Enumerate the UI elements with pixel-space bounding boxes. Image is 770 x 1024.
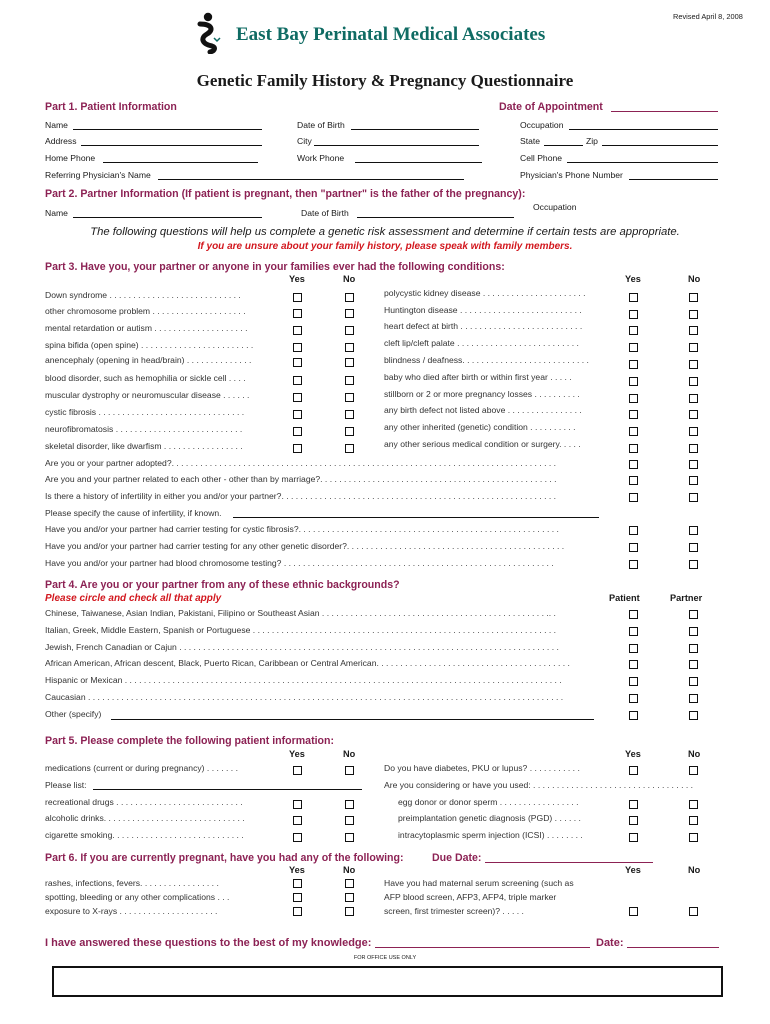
xray-yes-checkbox[interactable]	[293, 907, 302, 916]
ethnicity-label: Italian, Greek, Middle Eastern, Spanish or Portuguese . . . . . . . . . . . . . . . . . . . . . . . . . . . . . . . . . . . . . . . . . . . . . . . . . . . . . . . . . . . . . . . .	[45, 626, 557, 635]
condition-label-right: heart defect at birth . . . . . . . . . . . . . . . . . . . . . . . . . .	[384, 321, 583, 331]
history-yes-checkbox[interactable]	[629, 526, 638, 535]
office-use-box	[52, 966, 723, 997]
rashes-no-checkbox[interactable]	[345, 879, 354, 888]
patient-dob-field[interactable]	[351, 129, 479, 130]
condition-label-left: anencephaly (opening in head/brain) . . . . . . . . . . . . . .	[45, 355, 252, 365]
due-date-field[interactable]	[485, 862, 653, 863]
appointment-date-label: Date of Appointment	[499, 101, 603, 113]
condition-left-no-checkbox[interactable]	[345, 358, 354, 367]
condition-label-left: spina bifida (open spine) . . . . . . . . . . . . . . . . . . . . . . . .	[45, 340, 254, 350]
smoking-no-checkbox[interactable]	[345, 833, 354, 842]
intro-note: If you are unsure about your family history, please speak with family members.	[197, 241, 573, 252]
organization-logo	[196, 12, 222, 54]
diabetes-label: Do you have diabetes, PKU or lupus? . . . . . . . . . . .	[384, 763, 580, 773]
egg-donor-label: egg donor or donor sperm . . . . . . . . . . . . . . . . .	[398, 797, 579, 807]
history-yes-checkbox[interactable]	[629, 476, 638, 485]
alcohol-label: alcoholic drinks. . . . . . . . . . . . . . . . . . . . . . . . . . . . . .	[45, 813, 245, 823]
referring-physician-label: Referring Physician's Name	[45, 170, 151, 180]
ethnicity-partner-checkbox[interactable]	[689, 677, 698, 686]
history-yes-checkbox[interactable]	[629, 460, 638, 469]
ethnicity-partner-checkbox[interactable]	[689, 711, 698, 720]
rashes-yes-checkbox[interactable]	[293, 879, 302, 888]
condition-label-right: blindness / deafness. . . . . . . . . . . . . . . . . . . . . . . . . . .	[384, 355, 589, 365]
appointment-date-field[interactable]	[611, 111, 718, 112]
ethnicity-label: Jewish, French Canadian or Cajun . . . . . . . . . . . . . . . . . . . . . . . . . . . . . . . . . . . . . . . . . . . . . . . . . . . . . . . . . . . . . . . . . . . . . . . . . . . . . . . .	[45, 643, 559, 652]
rashes-label: rashes, infections, fevers. . . . . . . . . . . . . . . . .	[45, 878, 219, 888]
xray-no-checkbox[interactable]	[345, 907, 354, 916]
condition-left-no-checkbox[interactable]	[345, 376, 354, 385]
partner-dob-field[interactable]	[357, 217, 514, 218]
due-date-label: Due Date:	[432, 852, 482, 864]
condition-left-no-checkbox[interactable]	[345, 444, 354, 453]
ethnicity-patient-checkbox[interactable]	[629, 694, 638, 703]
part2-heading: Part 2. Partner Information (If patient is pregnant, then "partner" is the father of the pregnancy):	[45, 188, 526, 200]
physician-phone-field[interactable]	[629, 179, 718, 180]
ethnicity-partner-checkbox[interactable]	[689, 660, 698, 669]
condition-left-yes-checkbox[interactable]	[293, 376, 302, 385]
partner-column-header: Partner	[670, 593, 703, 603]
history-question-label: Have you and/or your partner had carrier testing for any other genetic disorder?. . . . . . . . . . . . . . . . . . . . . . . . . . . . . . . . . . . . . . . . . . . . . .	[45, 542, 565, 551]
attestation-date-field[interactable]	[627, 947, 719, 948]
diabetes-no-checkbox[interactable]	[689, 766, 698, 775]
drugs-yes-checkbox[interactable]	[293, 800, 302, 809]
condition-left-no-checkbox[interactable]	[345, 326, 354, 335]
condition-left-no-checkbox[interactable]	[345, 393, 354, 402]
egg-donor-no-checkbox[interactable]	[689, 800, 698, 809]
condition-label-left: muscular dystrophy or neuromuscular disease . . . . . .	[45, 390, 250, 400]
ethnicity-partner-checkbox[interactable]	[689, 694, 698, 703]
drugs-no-checkbox[interactable]	[345, 800, 354, 809]
part6-no-header-left: No	[343, 865, 356, 875]
condition-left-yes-checkbox[interactable]	[293, 444, 302, 453]
history-no-checkbox[interactable]	[689, 476, 698, 485]
other-ethnicity-field[interactable]	[111, 719, 594, 720]
icsi-no-checkbox[interactable]	[689, 833, 698, 842]
condition-label-left: blood disorder, such as hemophilia or sickle cell . . . .	[45, 373, 246, 383]
part4-heading: Part 4. Are you or your partner from any of these ethnic backgrounds?	[45, 579, 400, 591]
part6-yes-header-right: Yes	[625, 865, 641, 875]
form-title: Genetic Family History & Pregnancy Questionnaire	[196, 71, 574, 90]
ethnicity-label: Chinese, Taiwanese, Asian Indian, Pakistani, Filipino or Southeast Asian . . . . . . . . . . . . . . . . . . . . . . . . . . . . . . . . . . . . . . . . . . . . . . . .. .	[45, 609, 556, 618]
part5-no-header-right: No	[688, 749, 701, 759]
considering-label: Are you considering or have you used: . . . . . . . . . . . . . . . . . . . . . . . . . . . . . . . . . .	[384, 780, 694, 790]
condition-label-left: other chromosome problem . . . . . . . . . . . . . . . . . . . .	[45, 306, 246, 316]
attestation-date-label: Date:	[596, 937, 624, 949]
condition-label-right: baby who died after birth or within first year . . . . .	[384, 372, 572, 382]
attestation-label: I have answered these questions to the best of my knowledge:	[45, 937, 372, 949]
office-use-label: FOR OFFICE USE ONLY	[353, 955, 417, 961]
ethnicity-partner-checkbox[interactable]	[689, 644, 698, 653]
condition-right-no-checkbox[interactable]	[689, 360, 698, 369]
history-no-checkbox[interactable]	[689, 543, 698, 552]
condition-right-yes-checkbox[interactable]	[629, 360, 638, 369]
partner-name-label: Name	[45, 208, 68, 218]
history-question-label: Are you and your partner related to each other - other than by marriage?. . . . . . . . . . . . . . . . . . . . . . . . . . . . . . . . . . . . . . . . . . . . . . . . . .	[45, 475, 557, 484]
medications-list-label: Please list:	[45, 780, 87, 790]
history-question-label: Please specify the cause of infertility, if known.	[45, 509, 222, 518]
history-yes-checkbox[interactable]	[629, 543, 638, 552]
condition-label-right: any other inherited (genetic) condition . . . . . . . . . .	[384, 422, 576, 432]
part5-yes-header-left: Yes	[289, 749, 305, 759]
cell-phone-label: Cell Phone	[520, 153, 563, 163]
ethnicity-label: Caucasian . . . . . . . . . . . . . . . . . . . . . . . . . . . . . . . . . . . . . . . . . . . . . . . . . . . . . . . . . . . . . . . . . . . . . . . . . . . . . . . . . . . . . . . . . . . . . . . . . . . .	[45, 693, 564, 702]
part6-no-header-right: No	[688, 865, 701, 875]
serum-no-checkbox[interactable]	[689, 907, 698, 916]
condition-right-no-checkbox[interactable]	[689, 410, 698, 419]
ethnicity-partner-checkbox[interactable]	[689, 627, 698, 636]
icsi-label: intracytoplasmic sperm injection (ICSI) . . . . . . . .	[398, 830, 583, 840]
part5-no-header-left: No	[343, 749, 356, 759]
partner-dob-label: Date of Birth	[301, 208, 349, 218]
condition-right-yes-checkbox[interactable]	[629, 410, 638, 419]
condition-left-no-checkbox[interactable]	[345, 309, 354, 318]
condition-right-yes-checkbox[interactable]	[629, 444, 638, 453]
part1-heading: Part 1. Patient Information	[45, 101, 177, 113]
condition-label-right: stillborn or 2 or more pregnancy losses . . . . . . . . . .	[384, 389, 580, 399]
ethnicity-patient-checkbox[interactable]	[629, 660, 638, 669]
medications-yes-checkbox[interactable]	[293, 766, 302, 775]
condition-right-no-checkbox[interactable]	[689, 310, 698, 319]
condition-right-yes-checkbox[interactable]	[629, 377, 638, 386]
condition-label-left: neurofibromatosis . . . . . . . . . . . . . . . . . . . . . . . . . . .	[45, 424, 243, 434]
part3-yes-header-right: Yes	[625, 274, 641, 284]
ethnicity-patient-checkbox[interactable]	[629, 610, 638, 619]
part6-heading: Part 6. If you are currently pregnant, have you had any of the following:	[45, 852, 404, 864]
serum-yes-checkbox[interactable]	[629, 907, 638, 916]
condition-right-yes-checkbox[interactable]	[629, 394, 638, 403]
alcohol-yes-checkbox[interactable]	[293, 816, 302, 825]
history-no-checkbox[interactable]	[689, 560, 698, 569]
condition-left-yes-checkbox[interactable]	[293, 393, 302, 402]
condition-left-no-checkbox[interactable]	[345, 293, 354, 302]
history-question-label: Have you and/or your partner had blood chromosome testing? . . . . . . . . . . . . . . . . . . . . . . . . . . . . . . . . . . . . . . . . . . . . . . . . . . . . . . . . .	[45, 559, 554, 568]
ethnicity-label: Other (specify)	[45, 710, 102, 719]
condition-left-yes-checkbox[interactable]	[293, 410, 302, 419]
part6-yes-header-left: Yes	[289, 865, 305, 875]
referring-physician-field[interactable]	[158, 179, 464, 180]
ethnicity-label: African American, African descent, Black, Puerto Rican, Caribbean or Central American. . . . . . . . . . . . . . . . . . . . . . . . . . . . . . . . . . . . . . . . .	[45, 659, 570, 668]
ethnicity-label: Hispanic or Mexican . . . . . . . . . . . . . . . . . . . . . . . . . . . . . . . . . . . . . . . . . . . . . . . . . . . . . . . . . . . . . . . . . . . . . . . . . . . . . . . . . . . . . . . . . . . .	[45, 676, 562, 685]
history-question-label: Are you or your partner adopted?. . . . . . . . . . . . . . . . . . . . . . . . . . . . . . . . . . . . . . . . . . . . . . . . . . . . . . . . . . . . . . . . . . . . . . . . . . . . . . . . .	[45, 459, 557, 468]
state-field[interactable]	[544, 145, 583, 146]
ethnicity-partner-checkbox[interactable]	[689, 610, 698, 619]
condition-label-right: any birth defect not listed above . . . . . . . . . . . . . . . .	[384, 405, 582, 415]
diabetes-yes-checkbox[interactable]	[629, 766, 638, 775]
condition-left-no-checkbox[interactable]	[345, 427, 354, 436]
ethnicity-patient-checkbox[interactable]	[629, 677, 638, 686]
condition-right-yes-checkbox[interactable]	[629, 293, 638, 302]
condition-right-no-checkbox[interactable]	[689, 326, 698, 335]
condition-label-left: mental retardation or autism . . . . . . . . . . . . . . . . . . . .	[45, 323, 248, 333]
condition-left-yes-checkbox[interactable]	[293, 343, 302, 352]
condition-left-no-checkbox[interactable]	[345, 343, 354, 352]
cell-phone-field[interactable]	[567, 162, 718, 163]
state-label: State	[520, 136, 541, 146]
patient-name-field[interactable]	[73, 129, 262, 130]
condition-left-yes-checkbox[interactable]	[293, 309, 302, 318]
medications-list-field[interactable]	[93, 789, 362, 790]
history-no-checkbox[interactable]	[689, 493, 698, 502]
condition-right-yes-checkbox[interactable]	[629, 427, 638, 436]
patient-occupation-label: Occupation	[520, 120, 564, 130]
smoking-label: cigarette smoking. . . . . . . . . . . . . . . . . . . . . . . . . . . .	[45, 830, 244, 840]
condition-label-right: any other serious medical condition or surgery. . . . .	[384, 439, 581, 449]
pgd-no-checkbox[interactable]	[689, 816, 698, 825]
condition-left-yes-checkbox[interactable]	[293, 427, 302, 436]
zip-label: Zip	[586, 136, 598, 146]
part4-note: Please circle and check all that apply	[45, 593, 222, 604]
part3-no-header-right: No	[688, 274, 701, 284]
medications-no-checkbox[interactable]	[345, 766, 354, 775]
address-label: Address	[45, 136, 77, 146]
zip-field[interactable]	[602, 145, 718, 146]
condition-label-right: cleft lip/cleft palate . . . . . . . . . . . . . . . . . . . . . . . . . .	[384, 338, 579, 348]
recreational-drugs-label: recreational drugs . . . . . . . . . . . . . . . . . . . . . . . . . . .	[45, 797, 243, 807]
condition-right-no-checkbox[interactable]	[689, 427, 698, 436]
condition-right-no-checkbox[interactable]	[689, 394, 698, 403]
ethnicity-patient-checkbox[interactable]	[629, 627, 638, 636]
part3-no-header-left: No	[343, 274, 356, 284]
ethnicity-patient-checkbox[interactable]	[629, 711, 638, 720]
part5-yes-header-right: Yes	[625, 749, 641, 759]
intro-text: The following questions will help us complete a genetic risk assessment and determine if certain tests are appropriate.	[90, 226, 680, 238]
condition-right-no-checkbox[interactable]	[689, 444, 698, 453]
xray-label: exposure to X-rays . . . . . . . . . . . . . . . . . . . . .	[45, 906, 218, 916]
city-field[interactable]	[314, 145, 479, 146]
home-phone-label: Home Phone	[45, 153, 96, 163]
icsi-yes-checkbox[interactable]	[629, 833, 638, 842]
city-label: City	[297, 136, 312, 146]
smoking-yes-checkbox[interactable]	[293, 833, 302, 842]
home-phone-field[interactable]	[103, 162, 258, 163]
condition-label-left: skeletal disorder, like dwarfism . . . . . . . . . . . . . . . . .	[45, 441, 243, 451]
serum-screening-label-2: AFP blood screen, AFP3, AFP4, triple marker	[384, 892, 557, 902]
history-yes-checkbox[interactable]	[629, 560, 638, 569]
alcohol-no-checkbox[interactable]	[345, 816, 354, 825]
history-no-checkbox[interactable]	[689, 526, 698, 535]
egg-donor-yes-checkbox[interactable]	[629, 800, 638, 809]
spotting-yes-checkbox[interactable]	[293, 893, 302, 902]
part3-heading: Part 3. Have you, your partner or anyone in your families ever had the following conditions:	[45, 261, 505, 273]
condition-left-yes-checkbox[interactable]	[293, 293, 302, 302]
patient-name-label: Name	[45, 120, 68, 130]
condition-right-no-checkbox[interactable]	[689, 343, 698, 352]
condition-left-yes-checkbox[interactable]	[293, 358, 302, 367]
pgd-label: preimplantation genetic diagnosis (PGD) . . . . . .	[398, 813, 581, 823]
patient-occupation-field[interactable]	[569, 129, 718, 130]
condition-right-yes-checkbox[interactable]	[629, 326, 638, 335]
condition-label-right: Huntington disease . . . . . . . . . . . . . . . . . . . . . . . . . .	[384, 305, 582, 315]
condition-label-left: cystic fibrosis . . . . . . . . . . . . . . . . . . . . . . . . . . . . . . .	[45, 407, 245, 417]
part3-yes-header-left: Yes	[289, 274, 305, 284]
spotting-no-checkbox[interactable]	[345, 893, 354, 902]
infertility-cause-field[interactable]	[233, 517, 599, 518]
history-question-label: Have you and/or your partner had carrier testing for cystic fibrosis?. . . . . . . . . . . . . . . . . . . . . . . . . . . . . . . . . . . . . . . . . . . . . . . . . . . . . . .	[45, 525, 559, 534]
serum-screening-label-3: screen, first trimester screen)? . . . . .	[384, 906, 524, 916]
condition-label-left: Down syndrome . . . . . . . . . . . . . . . . . . . . . . . . . . . .	[45, 290, 241, 300]
work-phone-field[interactable]	[355, 162, 482, 163]
organization-name: East Bay Perinatal Medical Associates	[236, 24, 546, 45]
history-question-label: Is there a history of infertility in either you and/or your partner?. . . . . . . . . . . . . . . . . . . . . . . . . . . . . . . . . . . . . . . . . . . . . . . . . . . . . . . . . .	[45, 492, 557, 501]
spotting-label: spotting, bleeding or any other complications . . .	[45, 892, 230, 902]
serum-screening-label-1: Have you had maternal serum screening (such as	[384, 878, 574, 888]
partner-occupation-label: Occupation	[533, 202, 577, 212]
condition-label-right: polycystic kidney disease . . . . . . . . . . . . . . . . . . . . . .	[384, 288, 586, 298]
part5-heading: Part 5. Please complete the following patient information:	[45, 735, 335, 747]
medications-label: medications (current or during pregnancy) . . . . . . .	[45, 763, 238, 773]
condition-left-yes-checkbox[interactable]	[293, 326, 302, 335]
work-phone-label: Work Phone	[297, 153, 345, 163]
partner-name-field[interactable]	[73, 217, 262, 218]
patient-column-header: Patient	[609, 593, 640, 603]
address-field[interactable]	[81, 145, 262, 146]
condition-right-yes-checkbox[interactable]	[629, 310, 638, 319]
condition-right-no-checkbox[interactable]	[689, 377, 698, 386]
condition-left-no-checkbox[interactable]	[345, 410, 354, 419]
history-no-checkbox[interactable]	[689, 460, 698, 469]
condition-right-no-checkbox[interactable]	[689, 293, 698, 302]
pgd-yes-checkbox[interactable]	[629, 816, 638, 825]
revision-date: Revised April 8, 2008	[673, 12, 743, 21]
history-yes-checkbox[interactable]	[629, 493, 638, 502]
condition-right-yes-checkbox[interactable]	[629, 343, 638, 352]
ethnicity-patient-checkbox[interactable]	[629, 644, 638, 653]
attestation-signature-field[interactable]	[375, 947, 590, 948]
patient-dob-label: Date of Birth	[297, 120, 345, 130]
physician-phone-label: Physician's Phone Number	[520, 170, 623, 180]
